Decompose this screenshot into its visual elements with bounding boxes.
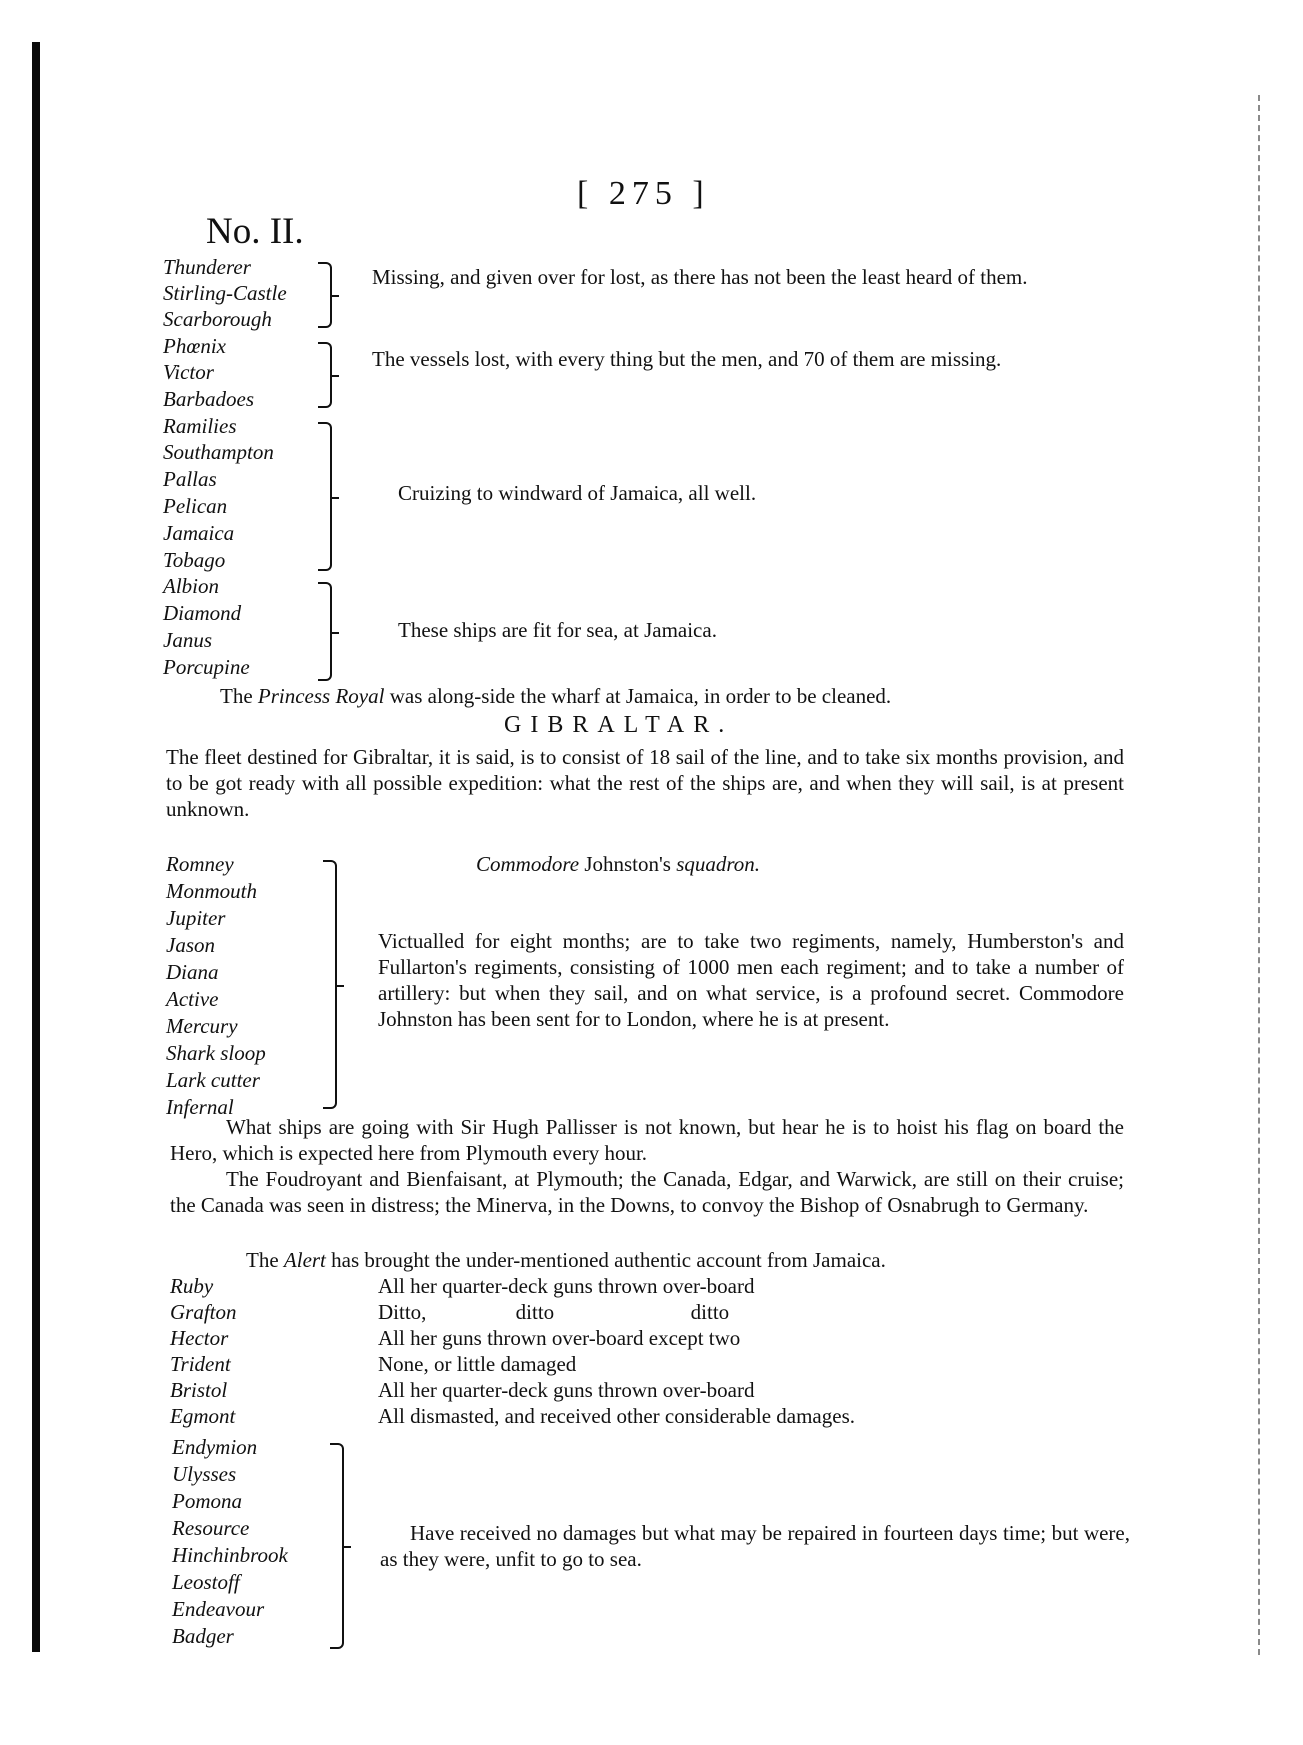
damage-note: None, or little damaged (378, 1352, 577, 1376)
ship-name: Albion (163, 574, 219, 598)
ship-name: Endeavour (172, 1597, 265, 1621)
ship-name: Infernal (166, 1095, 234, 1119)
foudroyant-paragraph: The Foudroyant and Bienfaisant, at Plymouth; the Canada, Edgar, and Warwick, are still on their cruise; the Canada was seen in distress; the Minerva, in the Downs, to convoy the Bishop of Osnabrugh to Germany. (170, 1167, 1124, 1217)
brace (323, 860, 337, 1109)
page-edge-marks (1258, 95, 1260, 1655)
ship-name: Active (166, 987, 219, 1011)
damage-note: All her quarter-deck guns thrown over-board (378, 1378, 755, 1402)
squadron-paragraph: Victualled for eight months; are to take two regiments, namely, Humberston's and Fullarton's regiments, consisting of 1000 men each regiment; and to take a number of artillery: but when they sail, and on what service, is a profound secret. Commodore Johnston has been sent for to London, where he is at present. (378, 929, 1124, 1031)
pallisser-paragraph: What ships are going with Sir Hugh Pallisser is not known, but hear he is to hoist his flag on board the Hero, which is expected here from Plymouth every hour. (170, 1115, 1124, 1165)
ship-name: Leostoff (172, 1570, 240, 1594)
book-spine-shadow (32, 42, 40, 1652)
ship-name: Phœnix (163, 334, 226, 358)
squadron-title: Commodore Johnston's squadron. (476, 852, 761, 876)
damage-note: All her guns thrown over-board except two (378, 1326, 741, 1350)
group-note: These ships are fit for sea, at Jamaica. (398, 618, 717, 642)
ship-name: Stirling-Castle (163, 281, 287, 305)
ship-name: Romney (166, 852, 234, 876)
ship-name: Ulysses (172, 1462, 237, 1486)
ship-name: Porcupine (163, 655, 250, 679)
ship-name: Thunderer (163, 255, 251, 279)
brace (330, 1443, 344, 1649)
ship-name: Monmouth (166, 879, 257, 903)
ship-name: Janus (163, 628, 212, 652)
ship-name: Jupiter (166, 906, 226, 930)
ship-name: Scarborough (163, 307, 272, 331)
section-heading-gibraltar: GIBRALTAR. (504, 712, 734, 738)
ship-name: Jason (166, 933, 215, 957)
ship-name: Badger (172, 1624, 234, 1648)
ship-name: Ramilies (163, 414, 237, 438)
ship-name: Pomona (172, 1489, 242, 1513)
document-number: No. II. (206, 211, 304, 252)
damage-note: Ditto, ditto ditto (378, 1300, 730, 1324)
ship-name: Pelican (163, 494, 228, 518)
brace (318, 582, 332, 681)
ship-name: Grafton (170, 1300, 237, 1324)
group-note: Have received no damages but what may be repaired in fourteen days time; but were, as they were, unfit to go to sea. (380, 1521, 1130, 1571)
ship-name: Shark sloop (166, 1041, 266, 1065)
ship-name: Diana (166, 960, 219, 984)
group-note: The vessels lost, with every thing but the men, and 70 of them are missing. (372, 347, 1002, 371)
brace (318, 262, 332, 328)
ship-name: Resource (172, 1516, 250, 1540)
ship-name: Egmont (170, 1404, 236, 1428)
ship-name: Jamaica (163, 521, 235, 545)
ship-name: Lark cutter (166, 1068, 260, 1092)
ship-name: Hector (170, 1326, 229, 1350)
group-note: Missing, and given over for lost, as there has not been the least heard of them. (372, 265, 1028, 289)
brace (318, 422, 332, 571)
ship-name: Trident (170, 1352, 231, 1376)
ship-name: Southampton (163, 440, 274, 464)
group-note: Cruizing to windward of Jamaica, all well. (398, 481, 757, 505)
ship-name: Mercury (166, 1014, 238, 1038)
brace (318, 342, 332, 408)
damage-note: All dismasted, and received other considerable damages. (378, 1404, 855, 1428)
ship-name: Pallas (163, 467, 217, 491)
gibraltar-paragraph: The fleet destined for Gibraltar, it is said, is to consist of 18 sail of the line, and to take six months provision, and to be got ready with all possible expedition: what the rest of the ships are, and when they will sail, is at present unknown. (166, 745, 1124, 821)
ship-name: Diamond (163, 601, 242, 625)
alert-line: The Alert has brought the under-mentioned authentic account from Jamaica. (246, 1248, 886, 1272)
ship-name: Barbadoes (163, 387, 254, 411)
ship-name: Victor (163, 360, 214, 384)
princess-royal-line: The Princess Royal was along-side the wharf at Jamaica, in order to be cleaned. (220, 684, 892, 708)
ship-name: Endymion (172, 1435, 258, 1459)
page-number: [ 275 ] (577, 175, 710, 212)
ship-name: Hinchinbrook (172, 1543, 288, 1567)
ship-name: Tobago (163, 548, 226, 572)
ship-name: Bristol (170, 1378, 228, 1402)
damage-note: All her quarter-deck guns thrown over-board (378, 1274, 755, 1298)
ship-name: Ruby (170, 1274, 214, 1298)
